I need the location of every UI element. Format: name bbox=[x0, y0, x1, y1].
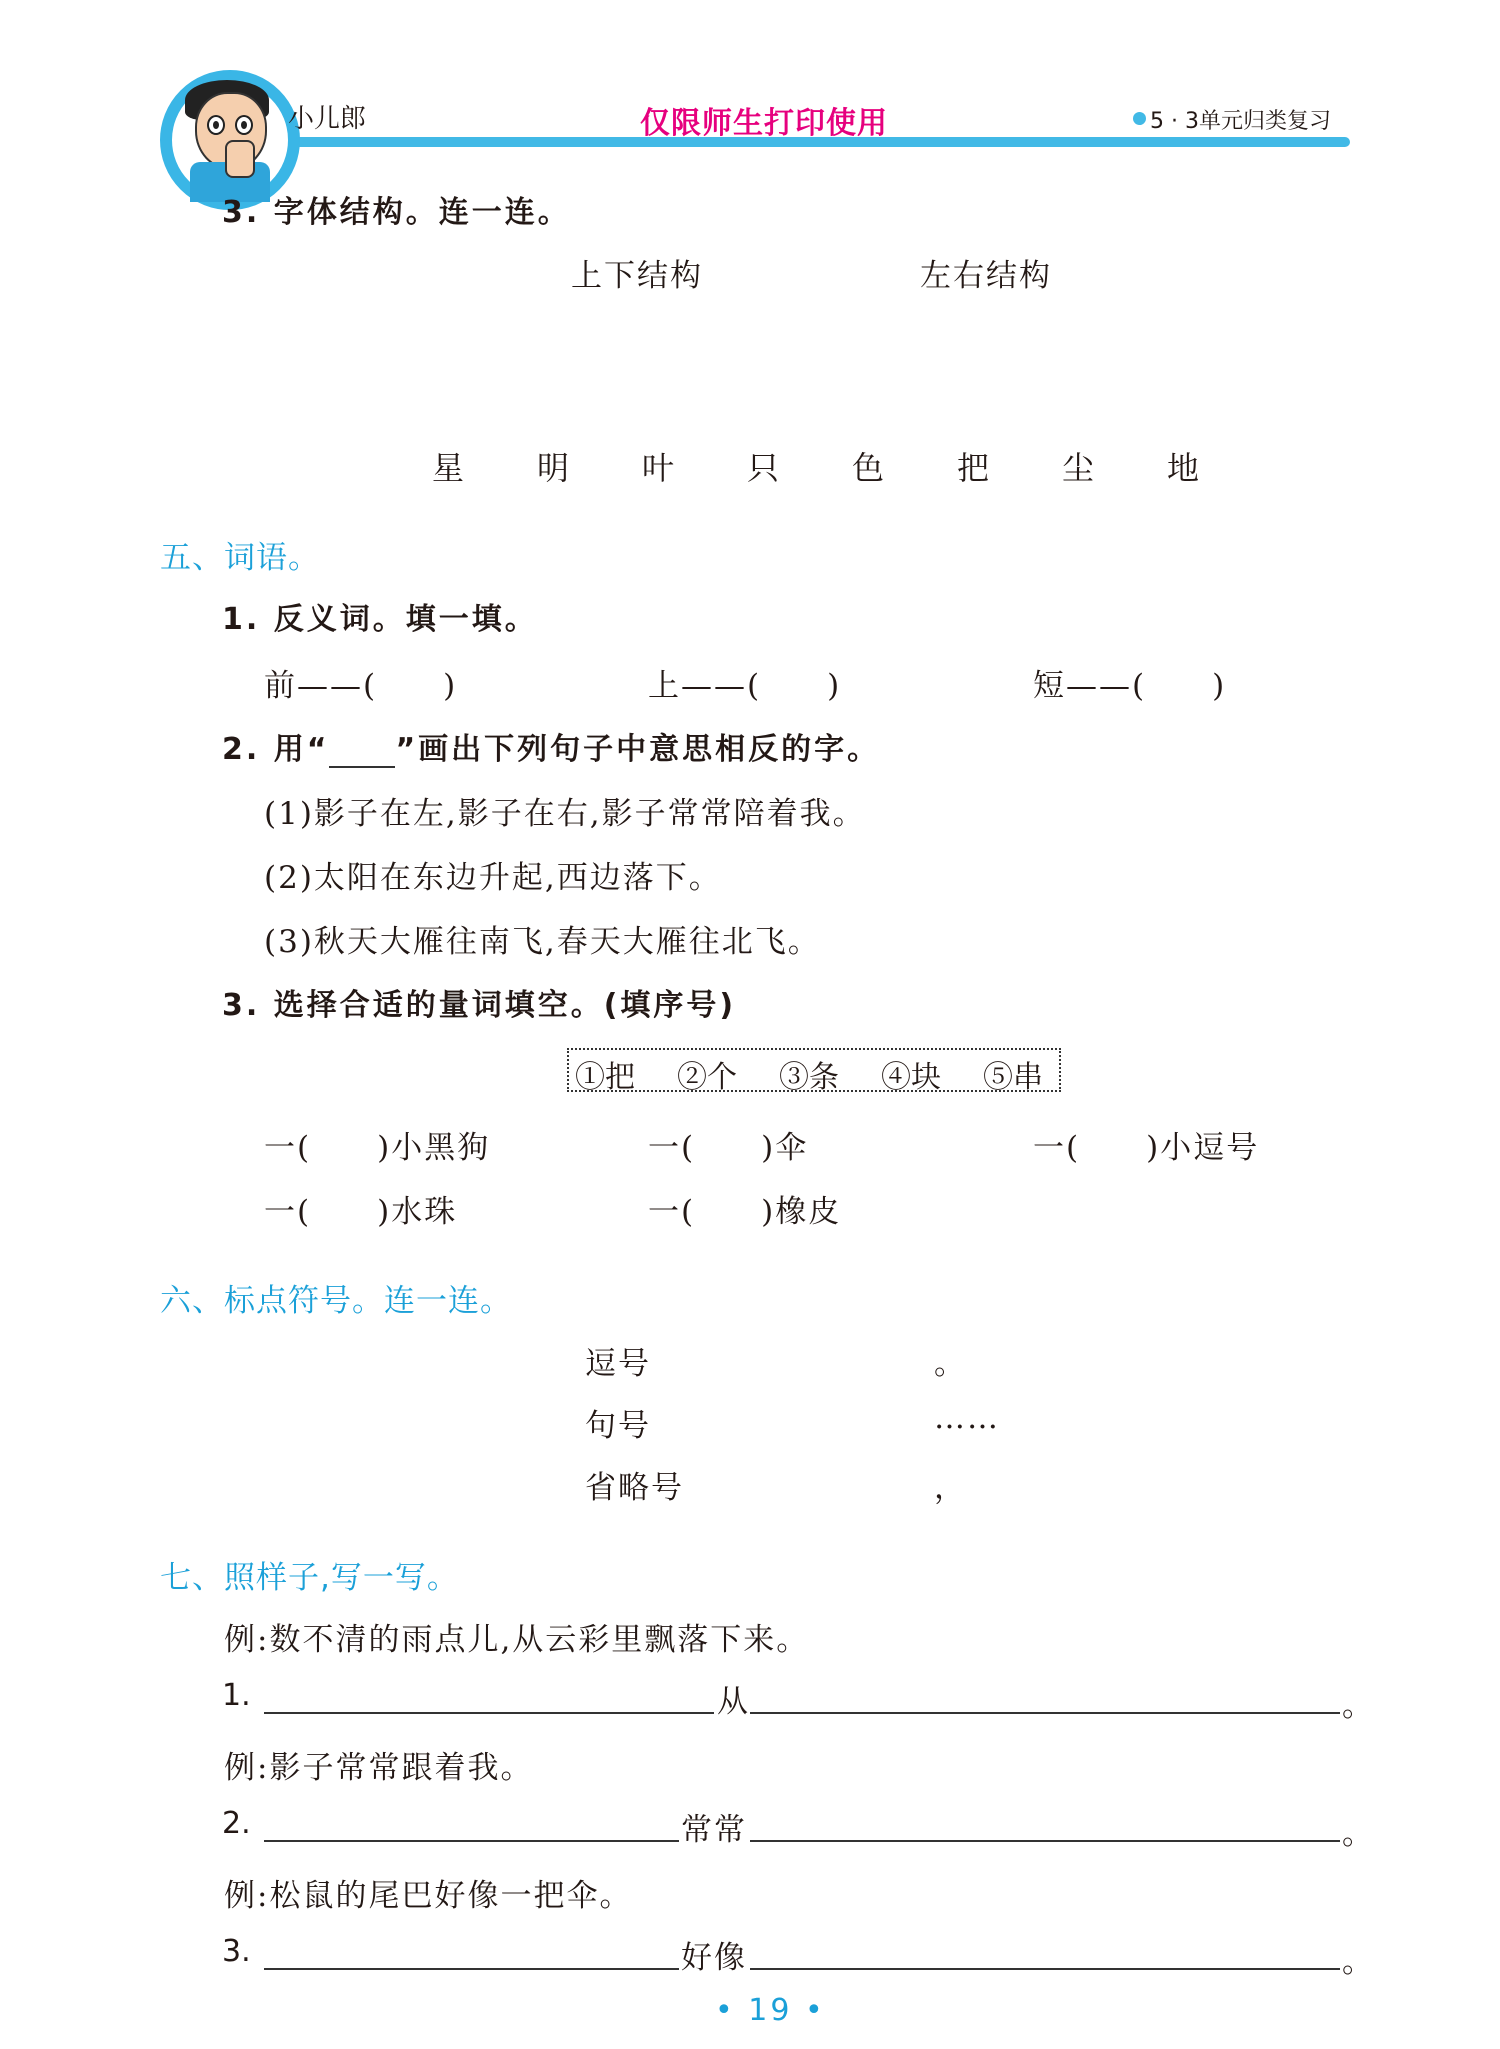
antonym-item: 短——( ) bbox=[1033, 668, 1227, 704]
keyword: 从 bbox=[717, 1684, 750, 1720]
category-top-bottom: 上下结构 bbox=[571, 258, 703, 294]
unit-dot-icon bbox=[1133, 112, 1146, 125]
keyword: 常常 bbox=[681, 1812, 747, 1848]
sentence-end-mark: 。 bbox=[1342, 1688, 1375, 1724]
question-structure-title: 3. 字体结构。连一连。 bbox=[222, 195, 571, 230]
write-blank[interactable] bbox=[750, 1840, 1340, 1842]
write-blank[interactable] bbox=[750, 1712, 1340, 1714]
measure-blank-item: 一( )伞 bbox=[648, 1130, 809, 1166]
write-blank[interactable] bbox=[264, 1968, 679, 1970]
character-item: 地 bbox=[1167, 449, 1200, 487]
character-item: 尘 bbox=[1062, 449, 1095, 487]
example-sentence: 例:松鼠的尾巴好像一把伞。 bbox=[224, 1878, 633, 1914]
punctuation-mark: 。 bbox=[934, 1346, 967, 1382]
section-heading-imitate: 七、照样子,写一写。 bbox=[160, 1560, 459, 1596]
choice-item: ②个 bbox=[677, 1060, 737, 1095]
underline-sample bbox=[329, 740, 395, 768]
punctuation-mark: …… bbox=[934, 1400, 1000, 1436]
character-item: 明 bbox=[537, 449, 570, 487]
sentence-end-mark: 。 bbox=[1342, 1816, 1375, 1852]
character-item: 色 bbox=[852, 449, 885, 487]
punctuation-name: 省略号 bbox=[585, 1470, 684, 1506]
mascot-thumbs-up-icon bbox=[225, 140, 255, 178]
brand-name: 小儿郎 bbox=[288, 104, 367, 134]
antonym-item: 前——( ) bbox=[264, 668, 458, 704]
measure-blank-item: 一( )小黑狗 bbox=[264, 1130, 491, 1166]
character-item: 叶 bbox=[642, 449, 675, 487]
example-sentence: 例:数不清的雨点儿,从云彩里飘落下来。 bbox=[224, 1622, 810, 1658]
write-blank[interactable] bbox=[264, 1840, 679, 1842]
question-measure-words-title: 3. 选择合适的量词填空。(填序号) bbox=[222, 988, 737, 1023]
punctuation-mark: ， bbox=[934, 1470, 967, 1506]
question-antonyms-title: 1. 反义词。填一填。 bbox=[222, 602, 538, 637]
antonym-item: 上——( ) bbox=[648, 668, 842, 704]
mascot-eye-left bbox=[207, 115, 225, 135]
example-sentence: 例:影子常常跟着我。 bbox=[224, 1750, 534, 1786]
choice-item: ⑤串 bbox=[983, 1060, 1043, 1095]
item-number: 3. bbox=[222, 1934, 251, 1969]
section-heading-punctuation: 六、标点符号。连一连。 bbox=[160, 1283, 512, 1319]
page-number: • 19 • bbox=[715, 1993, 826, 2028]
item-number: 1. bbox=[222, 1678, 251, 1713]
punctuation-name: 逗号 bbox=[585, 1346, 651, 1382]
write-blank[interactable] bbox=[264, 1712, 714, 1714]
measure-blank-item: 一( )橡皮 bbox=[648, 1194, 842, 1230]
measure-blank-item: 一( )小逗号 bbox=[1033, 1130, 1260, 1166]
choice-item: ①把 bbox=[575, 1060, 635, 1095]
section-heading-words: 五、词语。 bbox=[160, 540, 320, 576]
category-left-right: 左右结构 bbox=[920, 258, 1052, 294]
character-item: 星 bbox=[432, 449, 465, 487]
write-blank[interactable] bbox=[750, 1968, 1340, 1970]
unit-title: 5 · 3单元归类复习 bbox=[1150, 109, 1331, 134]
sentence-end-mark: 。 bbox=[1342, 1944, 1375, 1980]
keyword: 好像 bbox=[681, 1940, 747, 1976]
title-prefix: 2. 用“ bbox=[222, 732, 330, 767]
choice-item: ④块 bbox=[881, 1060, 941, 1095]
mascot-eye-right bbox=[235, 115, 253, 135]
measure-word-choices-box bbox=[567, 1048, 1061, 1095]
item-number: 2. bbox=[222, 1806, 251, 1841]
punctuation-name: 句号 bbox=[585, 1408, 651, 1444]
question-opposite-chars-title bbox=[222, 724, 880, 768]
print-notice-banner: 仅限师生打印使用 bbox=[640, 106, 888, 141]
sentence-item: (3)秋天大雁往南飞,春天大雁往北飞。 bbox=[264, 924, 821, 960]
character-item: 只 bbox=[747, 449, 780, 487]
choice-item: ③条 bbox=[779, 1060, 839, 1095]
sentence-item: (2)太阳在东边升起,西边落下。 bbox=[264, 860, 722, 896]
title-suffix: ”画出下列句子中意思相反的字。 bbox=[395, 732, 881, 767]
sentence-item: (1)影子在左,影子在右,影子常常陪着我。 bbox=[264, 796, 866, 832]
character-item: 把 bbox=[957, 449, 990, 487]
measure-blank-item: 一( )水珠 bbox=[264, 1194, 458, 1230]
